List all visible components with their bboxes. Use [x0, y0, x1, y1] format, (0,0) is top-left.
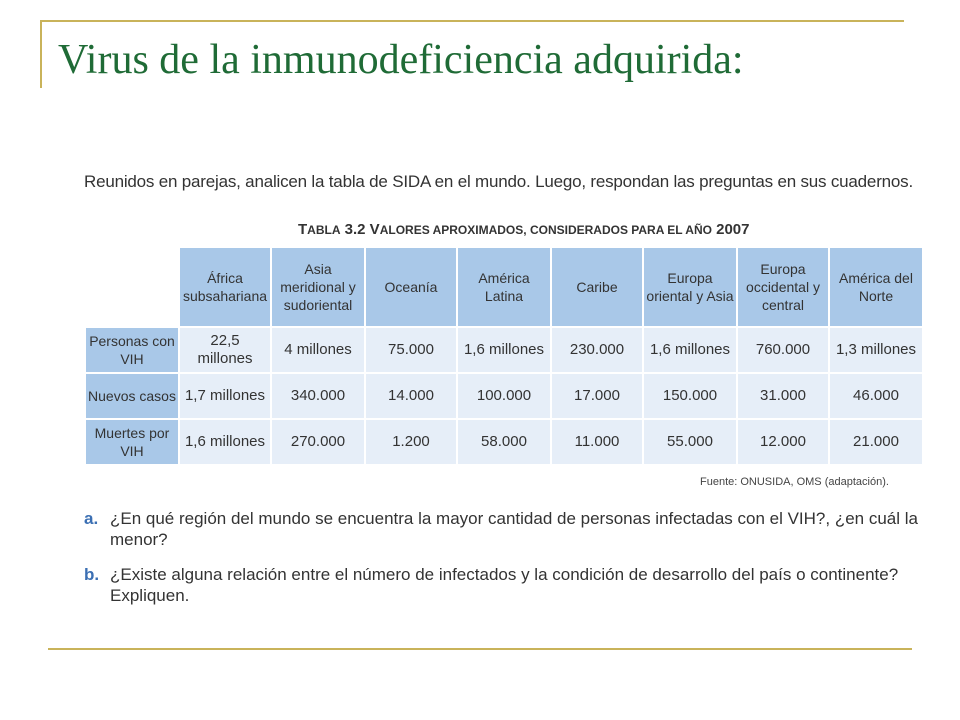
column-header: Caribe — [551, 247, 643, 327]
table-source: Fuente: ONUSIDA, OMS (adaptación). — [700, 476, 889, 488]
table-cell: 760.000 — [737, 327, 829, 373]
row-header: Muertes por VIH — [85, 419, 179, 465]
header-row — [85, 247, 923, 327]
table-caption — [298, 221, 750, 238]
instruction-text: Reunidos en parejas, analicen la tabla de SIDA en el mundo. Luego, respondan las preguntas en sus cuadernos. — [84, 172, 913, 191]
question-text: ¿Existe alguna relación entre el número de infectados y la condición de desarrollo del país o continente? Expliquen. — [110, 565, 899, 605]
left-rule — [40, 20, 42, 88]
column-header: América del Norte — [829, 247, 923, 327]
question-text: ¿En qué región del mundo se encuentra la mayor cantidad de personas infectadas con el VIH?, ¿en cuál la menor? — [110, 509, 918, 549]
table-row — [85, 327, 923, 373]
slide-title: Virus de la inmunodeficiencia adquirida: — [58, 37, 744, 83]
table-cell: 4 millones — [271, 327, 365, 373]
question-b — [84, 564, 924, 606]
bottom-rule — [48, 648, 912, 650]
table-cell: 150.000 — [643, 373, 737, 419]
table-cell: 58.000 — [457, 419, 551, 465]
row-header: Personas con VIH — [85, 327, 179, 373]
table-cell: 75.000 — [365, 327, 457, 373]
table-cell: 1,6 millones — [457, 327, 551, 373]
table-cell: 14.000 — [365, 373, 457, 419]
column-header: Asia meridional y sudoriental — [271, 247, 365, 327]
corner-cell — [85, 247, 179, 327]
column-header: América Latina — [457, 247, 551, 327]
table-cell: 1,6 millones — [179, 419, 271, 465]
table-cell: 1.200 — [365, 419, 457, 465]
table-cell: 22,5 millones — [179, 327, 271, 373]
column-header: África subsahariana — [179, 247, 271, 327]
caption-part: ALORES APROXIMADOS, CONSIDERADOS PARA EL AÑO — [379, 223, 712, 237]
column-header: Europa occidental y central — [737, 247, 829, 327]
question-letter: a. — [84, 509, 99, 528]
table-row — [85, 373, 923, 419]
row-header: Nuevos casos — [85, 373, 179, 419]
table-cell: 1,6 millones — [643, 327, 737, 373]
hiv-data-table — [84, 246, 924, 466]
table-cell: 270.000 — [271, 419, 365, 465]
caption-part: ABLA — [307, 223, 341, 237]
table-cell: 31.000 — [737, 373, 829, 419]
table-row — [85, 419, 923, 465]
table-cell: 100.000 — [457, 373, 551, 419]
column-header: Oceanía — [365, 247, 457, 327]
column-header: Europa oriental y Asia — [643, 247, 737, 327]
table-cell: 1,7 millones — [179, 373, 271, 419]
table-cell: 1,3 millones — [829, 327, 923, 373]
question-a — [84, 508, 924, 550]
table-cell: 12.000 — [737, 419, 829, 465]
table-cell: 17.000 — [551, 373, 643, 419]
table-cell: 55.000 — [643, 419, 737, 465]
question-letter: b. — [84, 565, 100, 584]
table-cell: 46.000 — [829, 373, 923, 419]
table-cell: 340.000 — [271, 373, 365, 419]
top-rule — [40, 20, 904, 22]
caption-part: 2007 — [711, 221, 750, 238]
caption-part: 3.2 V — [340, 221, 380, 238]
table-cell: 21.000 — [829, 419, 923, 465]
caption-part: T — [298, 221, 308, 238]
table-cell: 230.000 — [551, 327, 643, 373]
table-cell: 11.000 — [551, 419, 643, 465]
